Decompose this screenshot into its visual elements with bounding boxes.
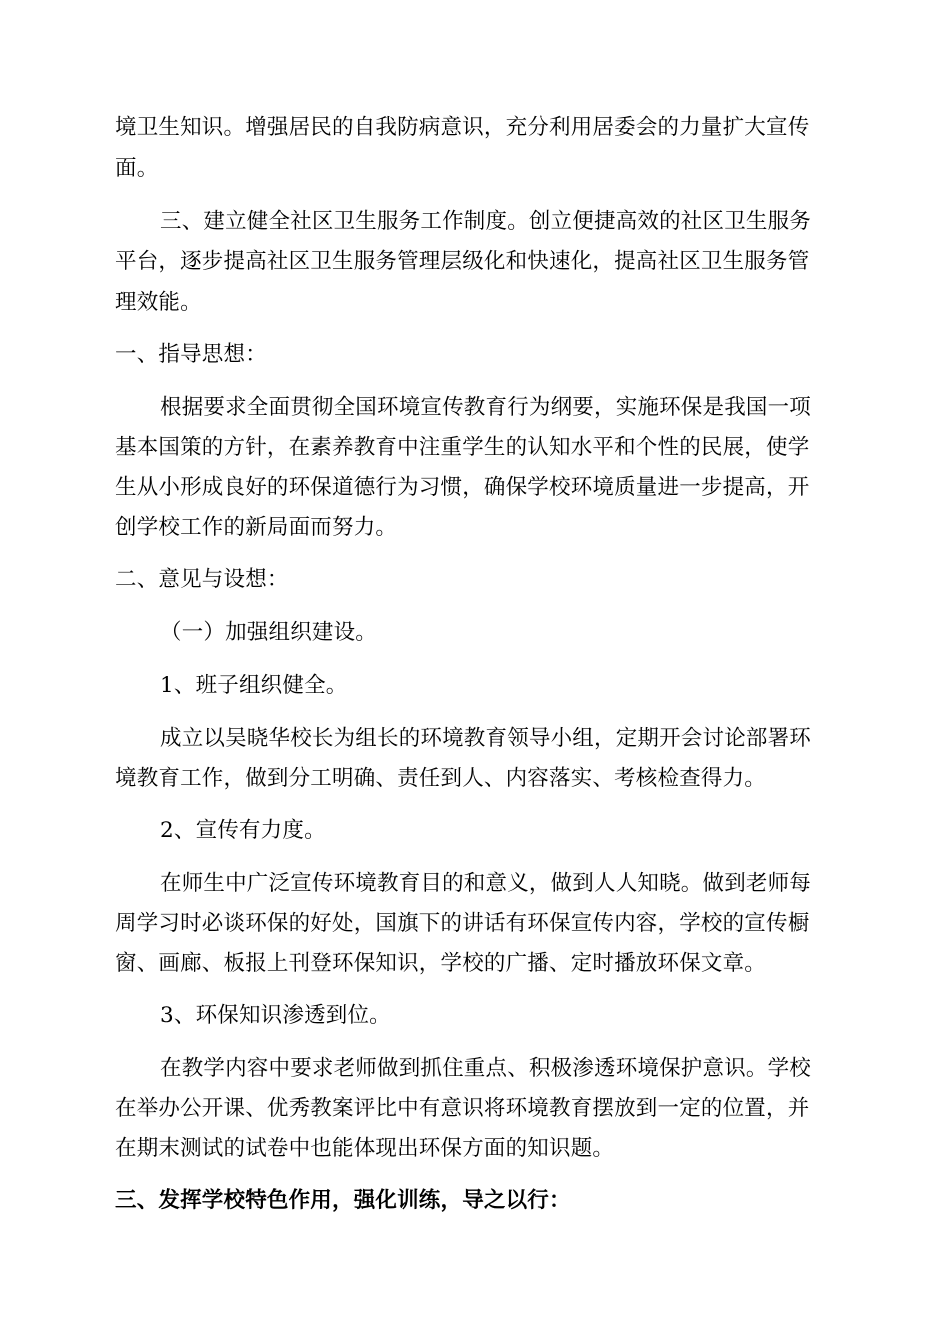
text-line: 窗、画廊、板报上刊登环保知识，学校的广播、定时播放环保文章。: [115, 951, 767, 976]
text-line: 在举办公开课、优秀教案评比中有意识将环境教育摆放到一定的位置，并: [115, 1096, 810, 1121]
item-heading: 3、环保知识渗透到位。: [160, 1003, 391, 1028]
text-line: 境教育工作，做到分工明确、责任到人、内容落实、考核检查得力。: [115, 766, 767, 791]
text-line: 创学校工作的新局面而努力。: [115, 515, 398, 540]
text-line: 周学习时必谈环保的好处，国旗下的讲话有环保宣传内容，学校的宣传橱: [115, 911, 810, 936]
section-heading: 一、指导思想：: [115, 342, 267, 367]
text-line: 生从小形成良好的环保道德行为习惯，确保学校环境质量进一步提高，开: [115, 475, 810, 500]
section-heading-bold: 三、发挥学校特色作用，强化训练，导之以行：: [115, 1188, 571, 1213]
item-heading: 2、宣传有力度。: [160, 818, 326, 843]
text-line: 面。: [115, 156, 159, 181]
text-line: 平台，逐步提高社区卫生服务管理层级化和快速化，提高社区卫生服务管: [115, 249, 810, 274]
subsection-heading: （一）加强组织建设。: [160, 620, 378, 645]
text-line: 在师生中广泛宣传环境教育目的和意义，做到人人知晓。做到老师每: [160, 871, 812, 896]
text-line: 在期末测试的试卷中也能体现出环保方面的知识题。: [115, 1136, 615, 1161]
text-line: 理效能。: [115, 290, 202, 315]
text-line: 境卫生知识。增强居民的自我防病意识，充分利用居委会的力量扩大宣传: [115, 115, 810, 140]
text-line: 成立以吴晓华校长为组长的环境教育领导小组，定期开会讨论部署环: [160, 726, 812, 751]
text-line: 基本国策的方针，在素养教育中注重学生的认知水平和个性的民展，使学: [115, 435, 810, 460]
section-heading: 二、意见与设想：: [115, 567, 289, 592]
item-heading: 1、班子组织健全。: [160, 673, 348, 698]
text-line: 三、建立健全社区卫生服务工作制度。创立便捷高效的社区卫生服务: [160, 209, 812, 234]
text-line: 在教学内容中要求老师做到抓住重点、积极渗透环境保护意识。学校: [160, 1056, 812, 1081]
text-line: 根据要求全面贯彻全国环境宣传教育行为纲要，实施环保是我国一项: [160, 395, 812, 420]
